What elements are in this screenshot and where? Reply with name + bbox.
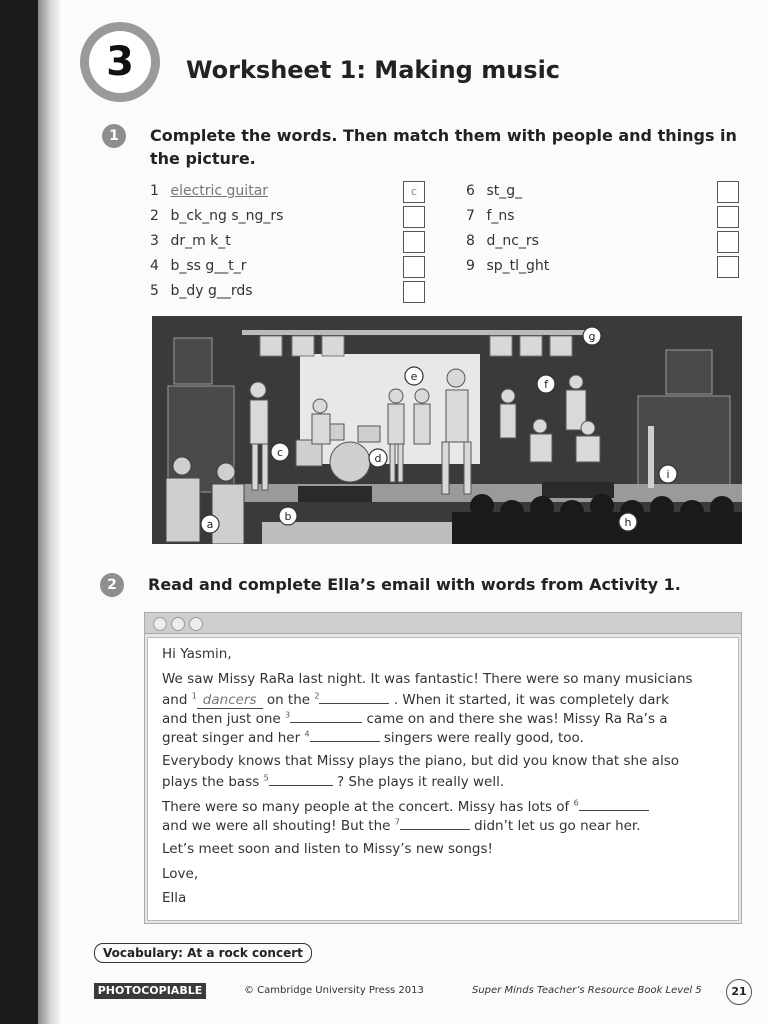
word-item-2: [150, 206, 283, 226]
svg-text:f: f: [544, 378, 548, 391]
barrier: [262, 522, 462, 544]
bass-guitar: [648, 426, 654, 488]
gap-2[interactable]: [319, 690, 389, 704]
gap-3[interactable]: [290, 709, 362, 723]
svg-text:c: c: [276, 446, 284, 459]
page-gutter: [38, 0, 60, 1024]
vocabulary-tag: Vocabulary: At a rock concert: [94, 943, 312, 963]
picture-label-h: [619, 513, 637, 531]
picture-label-g: [583, 327, 601, 345]
window-button-icon: [189, 617, 203, 631]
gap-4[interactable]: [310, 728, 380, 742]
picture-label-i: [659, 465, 677, 483]
picture-label-d: [369, 449, 387, 467]
word-item-text: d_nc_rs: [486, 233, 539, 249]
word-item-number: 5: [150, 283, 159, 299]
word-item-6: [466, 181, 522, 201]
svg-text:e: e: [410, 370, 418, 383]
svg-text:i: i: [666, 468, 670, 481]
word-item-number: 4: [150, 258, 159, 274]
word-item-number: 6: [466, 183, 475, 199]
word-item-5: [150, 281, 253, 301]
svg-text:d: d: [374, 452, 382, 465]
svg-text:b: b: [284, 510, 292, 523]
gap-5[interactable]: [269, 772, 333, 786]
page-title: Worksheet 1: Making music: [186, 56, 561, 84]
word-item-number: 1: [150, 183, 159, 199]
concert-scene: [152, 316, 742, 544]
word-item-text: dr_m k_t: [170, 233, 231, 249]
answer-box-4[interactable]: [403, 256, 425, 278]
email-body: [147, 637, 739, 921]
concert-illustration: [152, 316, 742, 544]
answer-box-9[interactable]: [717, 256, 739, 278]
word-item-text: f_ns: [486, 208, 515, 224]
answer-box-6[interactable]: [717, 181, 739, 203]
svg-text:h: h: [624, 516, 632, 529]
gap-7[interactable]: [400, 816, 470, 830]
word-item-text: electric guitar: [170, 183, 269, 199]
picture-label-e: [405, 367, 423, 385]
word-item-text: b_dy g__rds: [170, 283, 253, 299]
email-line: Let’s meet soon and listen to Missy’s new songs!: [162, 841, 493, 857]
gap-1-answer[interactable]: dancers: [197, 692, 263, 709]
word-item-7: [466, 206, 515, 226]
email-line: plays the bass $^5$ ? She plays it really well.: [162, 773, 505, 790]
email-greeting: Hi Yasmin,: [162, 646, 232, 662]
answer-box-1[interactable]: c: [403, 181, 425, 203]
email-title-bar: [145, 613, 741, 634]
email-line: great singer and her $^4$ singers were really good, too.: [162, 729, 584, 746]
window-button-icon: [153, 617, 167, 631]
svg-text:g: g: [588, 330, 596, 343]
email-line: Everybody knows that Missy plays the piano, but did you know that she also: [162, 753, 680, 769]
word-item-text: st_g_: [486, 183, 523, 199]
answer-box-7[interactable]: [717, 206, 739, 228]
answer-box-2[interactable]: [403, 206, 425, 228]
word-item-3: [150, 231, 231, 251]
word-item-1: [150, 181, 268, 201]
answer-box-5[interactable]: [403, 281, 425, 303]
picture-label-f: [537, 375, 555, 393]
copyright: © Cambridge University Press 2013: [244, 985, 424, 996]
unit-badge: [80, 22, 160, 102]
picture-label-b: [279, 507, 297, 525]
word-item-number: 2: [150, 208, 159, 224]
gap-6[interactable]: [579, 797, 649, 811]
word-item-8: [466, 231, 539, 251]
activity-1-instruction-line2: the picture.: [150, 149, 256, 168]
word-item-text: b_ck_ng s_ng_rs: [170, 208, 284, 224]
word-item-text: sp_tl_ght: [486, 258, 550, 274]
word-item-number: 9: [466, 258, 475, 274]
word-item-4: [150, 256, 247, 276]
email-line: and we were all shouting! But the $^7$ didn’t let us go near her.: [162, 817, 641, 834]
word-item-text: b_ss g__t_r: [170, 258, 247, 274]
activity-2-number: 2: [100, 573, 124, 597]
window-button-icon: [171, 617, 185, 631]
activity-1-number: 1: [102, 124, 126, 148]
unit-number: 3: [89, 31, 151, 93]
answer-box-8[interactable]: [717, 231, 739, 253]
email-line: There were so many people at the concert. Missy has lots of $^6$: [162, 797, 649, 815]
word-item-number: 7: [466, 208, 475, 224]
svg-text:a: a: [206, 518, 214, 531]
page-number: 21: [726, 979, 752, 1005]
email-line: and then just one $^3$ came on and there she was! Missy Ra Ra’s a: [162, 710, 668, 727]
lighting-rig: [242, 330, 592, 335]
book-title: Super Minds Teacher’s Resource Book Level 5: [472, 985, 702, 996]
email-line: and $^1$ dancers on the $^2$ . When it started, it was completely dark: [162, 691, 669, 708]
photocopiable-badge: PHOTOCOPIABLE: [94, 983, 206, 999]
email-window: [144, 612, 742, 924]
book-spine: [0, 0, 38, 1024]
email-closing: Love,: [162, 866, 199, 882]
word-item-9: [466, 256, 549, 276]
email-line: We saw Missy RaRa last night. It was fantastic! There were so many musicians: [162, 671, 693, 687]
picture-label-a: [201, 515, 219, 533]
word-item-number: 8: [466, 233, 475, 249]
email-signature: Ella: [162, 890, 187, 906]
answer-box-3[interactable]: [403, 231, 425, 253]
picture-label-c: [271, 443, 289, 461]
activity-2-instruction: Read and complete Ella’s email with words from Activity 1.: [148, 575, 681, 594]
activity-1-instruction-line1: Complete the words. Then match them with people and things in: [150, 126, 737, 145]
word-item-number: 3: [150, 233, 159, 249]
